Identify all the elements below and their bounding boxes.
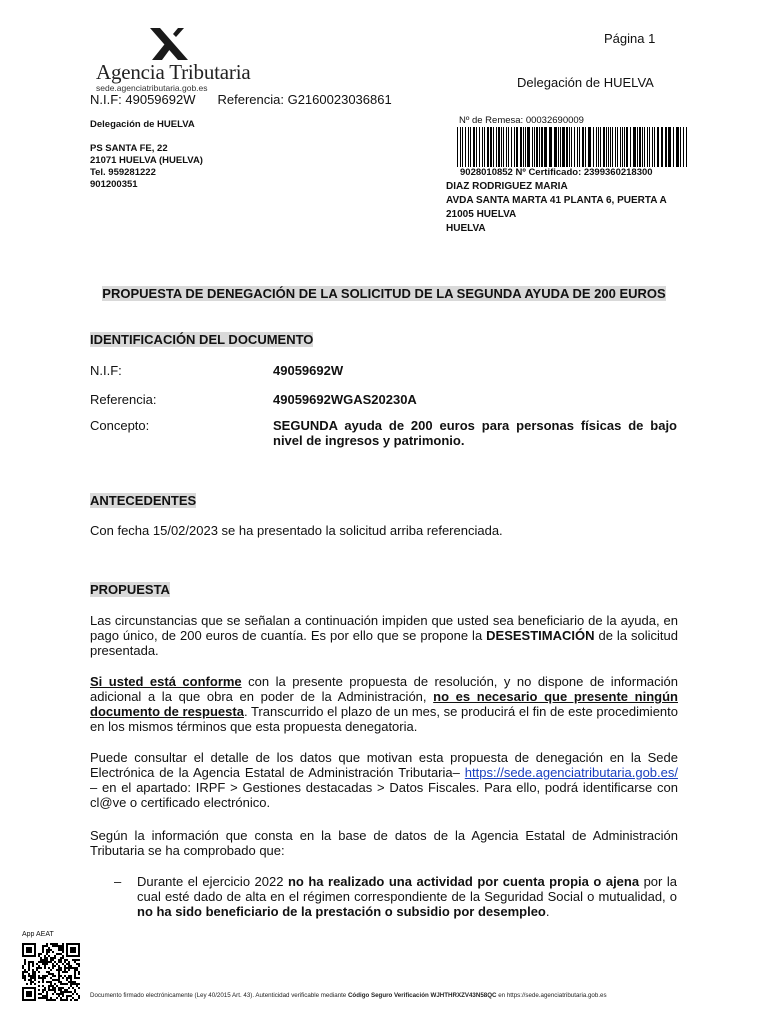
concept-value: SEGUNDA ayuda de 200 euros para personas físicas de bajo nivel de ingresos y patrimonio. bbox=[273, 418, 677, 448]
antecedentes-heading: ANTECEDENTES bbox=[90, 493, 197, 508]
recipient-line: DIAZ RODRIGUEZ MARIA bbox=[446, 181, 568, 192]
remesa-number: Nº de Remesa: 00032690009 bbox=[459, 115, 584, 126]
propuesta-heading: PROPUESTA bbox=[90, 582, 170, 597]
propuesta-paragraph-4: Según la información que consta en la base de datos de la Agencia Estatal de Administración Tributaria se ha comprobado que: bbox=[90, 828, 678, 858]
concept-label: Concepto: bbox=[90, 418, 150, 433]
barcode-icon bbox=[455, 127, 689, 167]
sender-line: Delegación de HUELVA bbox=[90, 119, 195, 130]
page-number: Página 1 bbox=[604, 31, 656, 46]
propuesta-paragraph-2: Si usted está conforme con la presente propuesta de resolución, y no dispone de información adicional a la que obra en poder de la Administración, no es necesario que presente ningún documento de respuesta. Transcurrido el plazo de un mes, se producirá el fin de este procedimiento en los mismos términos que esta propuesta denegatoria. bbox=[90, 674, 678, 734]
sender-line: Tel. 959281222 bbox=[90, 167, 156, 178]
recipient-line: AVDA SANTA MARTA 41 PLANTA 6, PUERTA A bbox=[446, 195, 667, 206]
nif-reference-line bbox=[90, 92, 392, 107]
sender-line: 21071 HUELVA (HUELVA) bbox=[90, 155, 203, 166]
logo-name: Agencia Tributaria bbox=[96, 60, 251, 84]
qr-code-icon bbox=[22, 943, 80, 1001]
sender-line: 901200351 bbox=[90, 179, 138, 190]
footer-signature: Documento firmado electrónicamente (Ley 40/2015 Art. 43). Autenticidad verificable mediante Código Seguro Verificación WJHTHRXZV43N58QC en https://sede.agenciatributaria.gob.es bbox=[90, 992, 607, 999]
nif-label: N.I.F: bbox=[90, 363, 122, 378]
reference-value: 49059692WGAS20230A bbox=[273, 392, 417, 407]
logo-url: sede.agenciatributaria.gob.es bbox=[96, 83, 208, 93]
agencia-tributaria-logo-icon bbox=[142, 26, 192, 62]
nif-value: 49059692W bbox=[273, 363, 344, 378]
document-title: PROPUESTA DE DENEGACIÓN DE LA SOLICITUD DE LA SEGUNDA AYUDA DE 200 EUROS bbox=[102, 286, 666, 301]
sender-line: PS SANTA FE, 22 bbox=[90, 143, 168, 154]
header-delegation: Delegación de HUELVA bbox=[517, 75, 654, 90]
reference-label: Referencia: bbox=[90, 392, 157, 407]
bullet-dash: – bbox=[114, 874, 122, 889]
sender-address bbox=[90, 119, 203, 191]
recipient-line: HUELVA bbox=[446, 223, 486, 234]
certificate-number: 9028010852 Nº Certificado: 2399360218300 bbox=[460, 167, 653, 178]
recipient-line: 21005 HUELVA bbox=[446, 209, 517, 220]
sede-link[interactable]: https://sede.agenciatributaria.gob.es/ bbox=[464, 765, 678, 780]
propuesta-paragraph-1: Las circunstancias que se señalan a continuación impiden que usted sea beneficiario de la ayuda, en pago único, de 200 euros de cuantía. Es por ello que se propone la DESESTIMACIÓN de la solicitud presentada. bbox=[90, 613, 678, 658]
app-aeat-label: App AEAT bbox=[22, 931, 54, 938]
header-nif: N.I.F: 49059692W bbox=[90, 92, 196, 107]
recipient-address bbox=[446, 180, 667, 236]
propuesta-paragraph-3: Puede consultar el detalle de los datos que motivan esta propuesta de denegación en la Sede Electrónica de la Agencia Estatal de Administración Tributaria– https://sede.agenciatributaria.gob.es/ – en el apartado: IRPF > Gestiones destacadas > Datos Fiscales. Para ello, podrá identificarse con cl@ve o certificado electrónico. bbox=[90, 750, 678, 810]
antecedentes-text: Con fecha 15/02/2023 se ha presentado la solicitud arriba referenciada. bbox=[90, 523, 503, 538]
header-reference: Referencia: G2160023036861 bbox=[217, 92, 392, 107]
bullet-item: Durante el ejercicio 2022 no ha realizado una actividad por cuenta propia o ajena por la cual esté dado de alta en el régimen correspondiente de la Seguridad Social o mutualidad, o no ha sido beneficiario de la prestación o subsidio por desempleo. bbox=[137, 874, 677, 919]
identification-heading: IDENTIFICACIÓN DEL DOCUMENTO bbox=[90, 332, 314, 347]
